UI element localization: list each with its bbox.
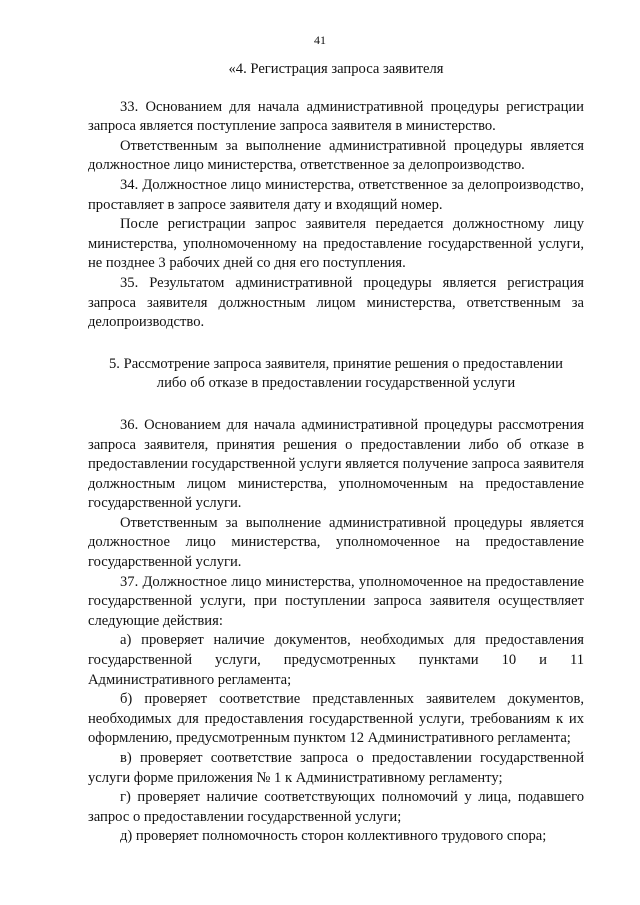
paragraph-36-responsible: Ответственным за выполнение административной процедуры является должностное лицо министерства, уполномоченное на предоставление государственной услуги. [88, 514, 584, 571]
list-item-v: в) проверяет соответствие запроса о предоставлении государственной услуги форме приложения № 1 к Административному регламенту; [88, 750, 584, 786]
paragraph-33: 33. Основанием для начала административной процедуры регистрации запроса является поступление запроса заявителя в министерство. [88, 98, 584, 135]
spacer [88, 394, 584, 416]
list-item-a: а) проверяет наличие документов, необходимых для предоставления государственной услуги, предусмотренных пунктами 10 и 11 Административного регламента; [88, 632, 584, 688]
page-number: 41 [314, 33, 326, 47]
spacer [88, 333, 584, 355]
spacer [88, 80, 584, 98]
section-5-heading-line-2: либо об отказе в предоставлении государственной услуги [156, 375, 516, 392]
paragraph-36: 36. Основанием для начала административной процедуры рассмотрения запроса заявителя, принятия решения о предоставлении либо об отказе в предоставлении государственной услуги является получение запроса заявителя должностным лицом министерства, уполномоченным на предоставление государственной услуги. [88, 416, 584, 512]
document-body [88, 60, 584, 847]
paragraph-33-responsible: Ответственным за выполнение административной процедуры является должностное лицо министерства, ответственное за делопроизводство. [88, 137, 584, 174]
paragraph-34-transfer: После регистрации запрос заявителя передается должностному лицу министерства, уполномоченному на предоставление государственной услуги, не позднее 3 рабочих дней со дня его поступления. [88, 216, 584, 272]
paragraph-35: 35. Результатом административной процедуры является регистрация запроса заявителя должностным лицом министерства, ответственным за делопроизводство. [88, 274, 584, 331]
section-4-heading: «4. Регистрация запроса заявителя [228, 61, 444, 77]
list-item-g: г) проверяет наличие соответствующих полномочий у лица, подавшего запрос о предоставлении государственной услуги; [88, 789, 584, 825]
paragraph-34: 34. Должностное лицо министерства, ответственное за делопроизводство, проставляет в запросе заявителя дату и входящий номер. [88, 176, 584, 213]
paragraph-37: 37. Должностное лицо министерства, уполномоченное на предоставление государственной услуги, при поступлении запроса заявителя осуществляет следующие действия: [88, 573, 584, 629]
list-item-d: д) проверяет полномочность сторон коллективного трудового спора; [120, 828, 547, 845]
list-item-b: б) проверяет соответствие представленных заявителем документов, необходимых для предоставления государственной услуги, требованиям к их оформлению, предусмотренным пунктом 12 Административного регламента; [88, 691, 584, 747]
section-5-heading-line-1: 5. Рассмотрение запроса заявителя, принятие решения о предоставлении [108, 355, 563, 372]
